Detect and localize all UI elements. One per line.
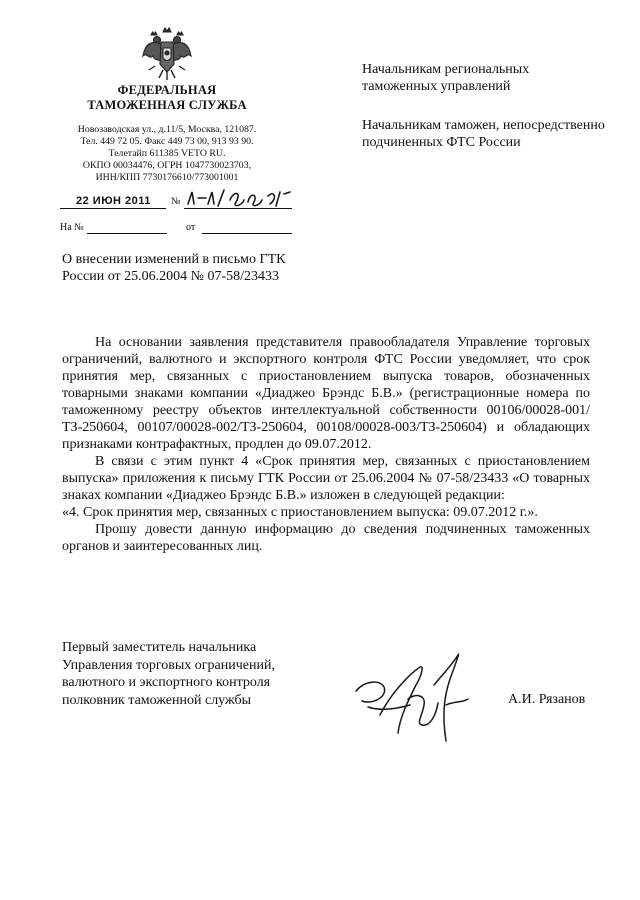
date-underline bbox=[60, 208, 166, 209]
body-paragraph-2: В связи с этим пункт 4 «Срок принятия мер, связанных с приостановлением выпуска» приложения к письму ГТК России от 25.06.2004 № 07-58/23433 «О товарных знаках компании «Диаджео Брэндс Б.В.» изложен в следующей редакции: bbox=[62, 454, 590, 503]
addressee-1: Начальникам региональных таможенных управлений bbox=[362, 62, 530, 94]
position-line-3: валютного и экспортного контроля bbox=[62, 675, 271, 690]
registration-date: 22 ИЮН 2011 bbox=[76, 195, 151, 207]
contact-inn: ИНН/КПП 7730176610/773001001 bbox=[95, 172, 239, 183]
body-paragraph-3: «4. Срок принятия мер, связанных с приостановлением выпуска: 09.07.2012 г.». bbox=[62, 505, 538, 520]
contact-okpo: ОКПО 00034476, ОГРН 1047730023703, bbox=[82, 160, 252, 171]
russian-coat-of-arms-icon bbox=[141, 26, 193, 82]
position-line-1: Первый заместитель начальника bbox=[62, 640, 257, 655]
contact-details bbox=[56, 124, 278, 184]
reference-underline bbox=[87, 233, 167, 234]
contact-address: Новозаводская ул., д.11/5, Москва, 121087. bbox=[77, 124, 257, 135]
handwritten-number-icon bbox=[184, 188, 294, 210]
number-label: № bbox=[171, 196, 181, 207]
signatory-name: А.И. Рязанов bbox=[508, 692, 586, 707]
addressee-block bbox=[362, 61, 607, 173]
from-underline bbox=[202, 233, 292, 234]
addressee-2: Начальникам таможен, непосредственно подчиненных ФТС России bbox=[362, 118, 605, 150]
reference-label: На № bbox=[60, 222, 84, 233]
position-line-4: полковник таможенной службы bbox=[62, 692, 252, 708]
org-line-2: ТАМОЖЕННАЯ СЛУЖБА bbox=[87, 98, 247, 112]
body-paragraph-4: Прошу довести данную информацию до сведения подчиненных таможенных органов и заинтересованных лиц. bbox=[62, 522, 590, 554]
contact-phone: Тел. 449 72 05. Факс 449 73 00, 913 93 90. bbox=[80, 136, 254, 147]
contact-teletype: Телетайп 611385 VETO RU. bbox=[108, 148, 226, 159]
body-paragraph-1: На основании заявления представителя правообладателя Управление торговых ограничений, валютного и экспортного контроля ФТС России уведомляет, что срок принятия мер, связанных с приостановлением выпуска товаров, обозначенных товарными знаками компании «Диаджео Брэндс Б.В.» (регистрационные номера по таможенному реестру объектов интеллектуальной собственности 00106/00028-001/ТЗ-250604, 00107/00028-002/ТЗ-250604, 00108/00028-003/ТЗ-250604) и обладающих признаками контрафактных, продлен до 09.07.2012. bbox=[62, 335, 590, 452]
handwritten-signature-icon bbox=[350, 645, 480, 750]
organization-name bbox=[60, 83, 274, 113]
reference-line bbox=[60, 221, 292, 237]
letter-body bbox=[62, 334, 590, 555]
registration-line bbox=[60, 195, 292, 211]
signatory-position bbox=[62, 639, 302, 709]
position-line-2: Управления торговых ограничений, bbox=[62, 657, 275, 673]
org-line-1: ФЕДЕРАЛЬНАЯ bbox=[117, 83, 217, 97]
letter-subject: О внесении изменений в письмо ГТК России от 25.06.2004 № 07-58/23433 bbox=[62, 252, 286, 284]
from-label: от bbox=[186, 222, 196, 233]
